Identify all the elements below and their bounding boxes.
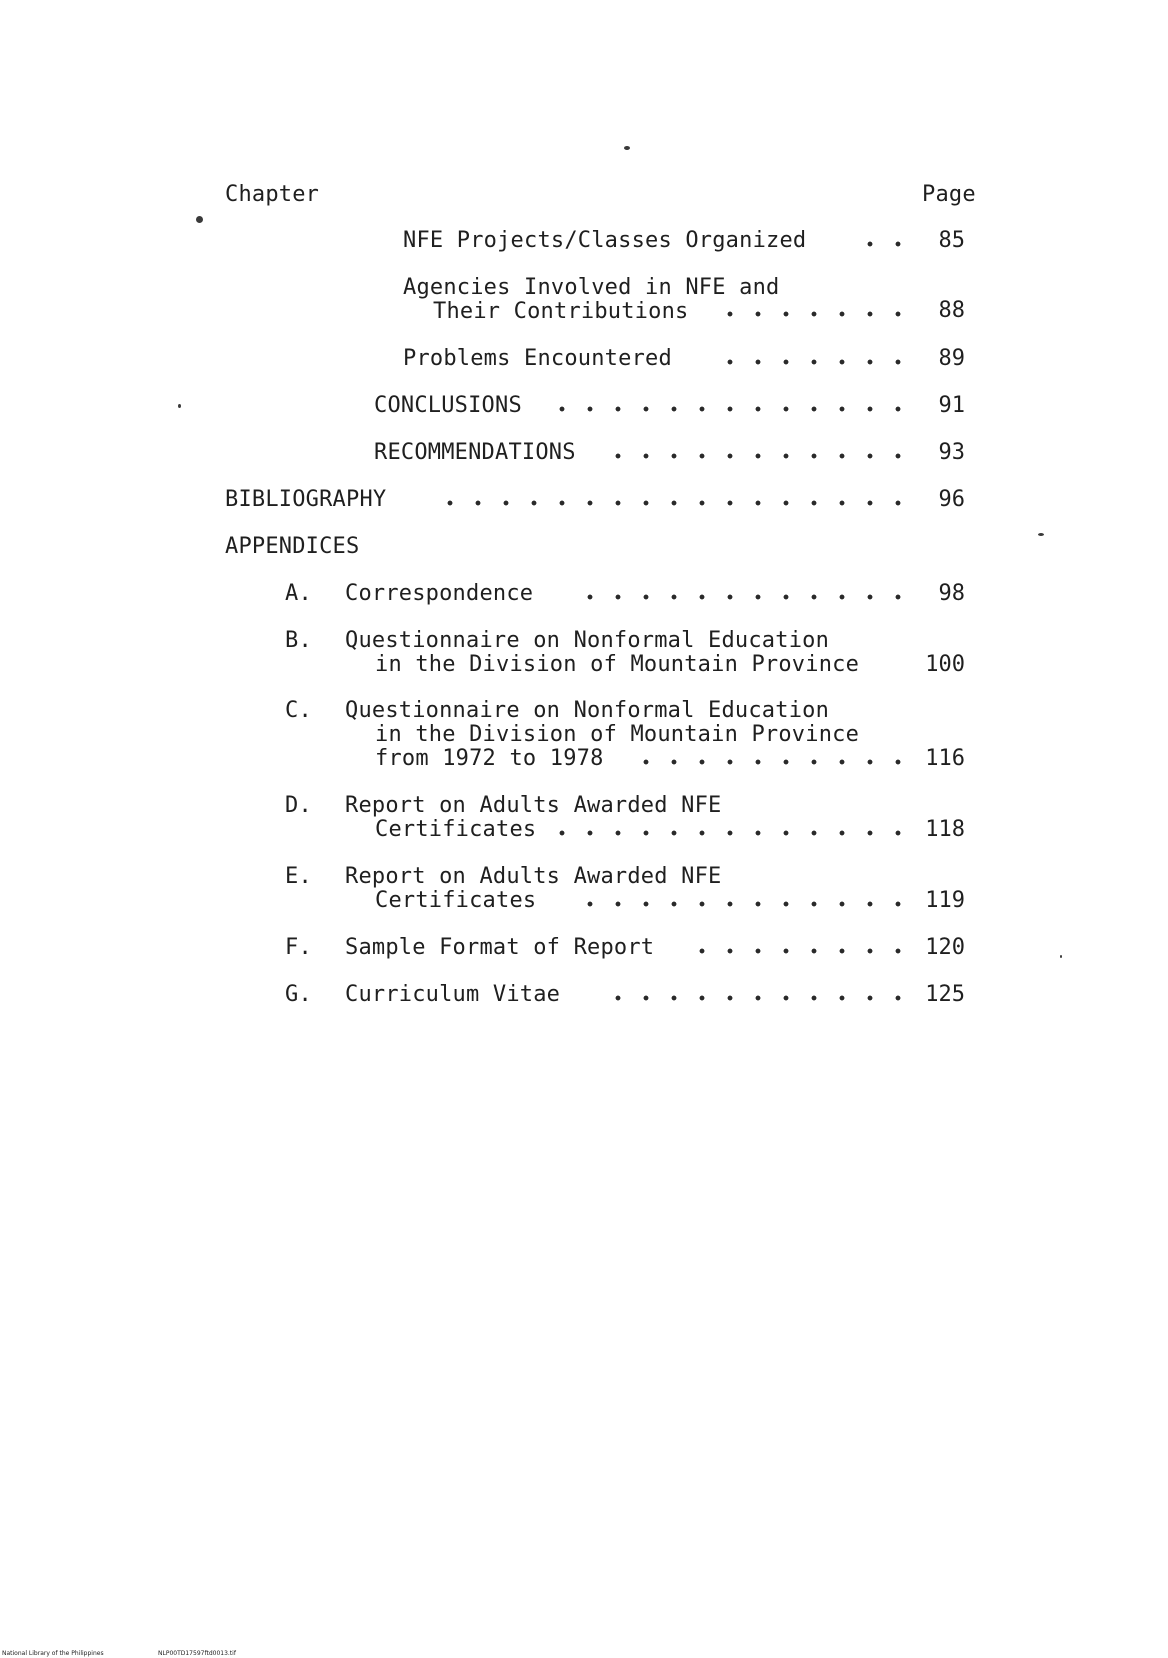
appendix-page: 120 xyxy=(925,935,965,960)
appendix-title-cont: Certificates xyxy=(375,888,537,913)
toc-entry-page: 93 xyxy=(938,440,965,465)
scan-speck xyxy=(196,216,203,223)
appendix-title: Sample Format of Report xyxy=(345,935,655,960)
appendix-letter: F. xyxy=(285,935,312,960)
appendix-title: Questionnaire on Nonformal Education xyxy=(345,698,830,723)
appendix-title-cont: Certificates xyxy=(375,817,537,842)
appendix-title-cont: in the Division of Mountain Province xyxy=(375,652,860,677)
toc-leader xyxy=(604,452,912,460)
scan-speck xyxy=(178,404,181,408)
toc-entry-title: BIBLIOGRAPHY xyxy=(225,487,387,512)
appendix-letter: A. xyxy=(285,581,312,606)
toc-leader xyxy=(604,994,912,1002)
page-header: Page xyxy=(922,182,976,207)
footer-filename: NLP00TD17597ftd0013.tif xyxy=(158,1650,236,1657)
toc-entry-title: Agencies Involved in NFE and xyxy=(403,275,780,300)
appendix-title-cont: from 1972 to 1978 xyxy=(375,746,604,771)
appendix-page: 125 xyxy=(925,982,965,1007)
scan-speck xyxy=(624,146,630,150)
toc-leader xyxy=(688,947,912,955)
toc-leader xyxy=(436,499,912,507)
scan-speck xyxy=(1060,955,1062,958)
toc-leader xyxy=(548,829,912,837)
appendix-title: Questionnaire on Nonformal Education xyxy=(345,628,830,653)
scan-speck xyxy=(1038,533,1044,536)
toc-entry-title: RECOMMENDATIONS xyxy=(374,440,576,465)
toc-leader xyxy=(716,310,912,318)
appendix-page: 116 xyxy=(925,746,965,771)
toc-entry-title: Problems Encountered xyxy=(403,346,672,371)
appendix-letter: G. xyxy=(285,982,312,1007)
appendix-page: 98 xyxy=(938,581,965,606)
appendix-title: Curriculum Vitae xyxy=(345,982,561,1007)
toc-entry-title-cont: Their Contributions xyxy=(433,299,689,324)
toc-entry-title: CONCLUSIONS xyxy=(374,393,522,418)
appendix-title: Report on Adults Awarded NFE xyxy=(345,864,722,889)
toc-entry-page: 88 xyxy=(938,298,965,323)
footer-library: National Library of the Philippines xyxy=(2,1650,104,1657)
toc-leader xyxy=(548,405,912,413)
appendix-letter: D. xyxy=(285,793,312,818)
chapter-header: Chapter xyxy=(225,182,320,207)
toc-entry-page: 89 xyxy=(938,346,965,371)
appendix-page: 100 xyxy=(925,652,965,677)
toc-entry-page: 85 xyxy=(938,228,965,253)
toc-entry-page: 91 xyxy=(938,393,965,418)
appendix-page: 119 xyxy=(925,888,965,913)
appendix-title: Correspondence xyxy=(345,581,534,606)
toc-leader xyxy=(716,358,912,366)
toc-entry-page: 96 xyxy=(938,487,965,512)
appendix-title: Report on Adults Awarded NFE xyxy=(345,793,722,818)
toc-leader xyxy=(576,593,912,601)
appendix-letter: C. xyxy=(285,698,312,723)
appendix-letter: B. xyxy=(285,628,312,653)
toc-leader xyxy=(856,240,912,248)
toc-section-heading: APPENDICES xyxy=(225,534,360,559)
appendix-title-cont: in the Division of Mountain Province xyxy=(375,722,860,747)
toc-entry-title: NFE Projects/Classes Organized xyxy=(403,228,807,253)
appendix-letter: E. xyxy=(285,864,312,889)
toc-leader xyxy=(576,900,912,908)
appendix-page: 118 xyxy=(925,817,965,842)
toc-leader xyxy=(632,758,912,766)
